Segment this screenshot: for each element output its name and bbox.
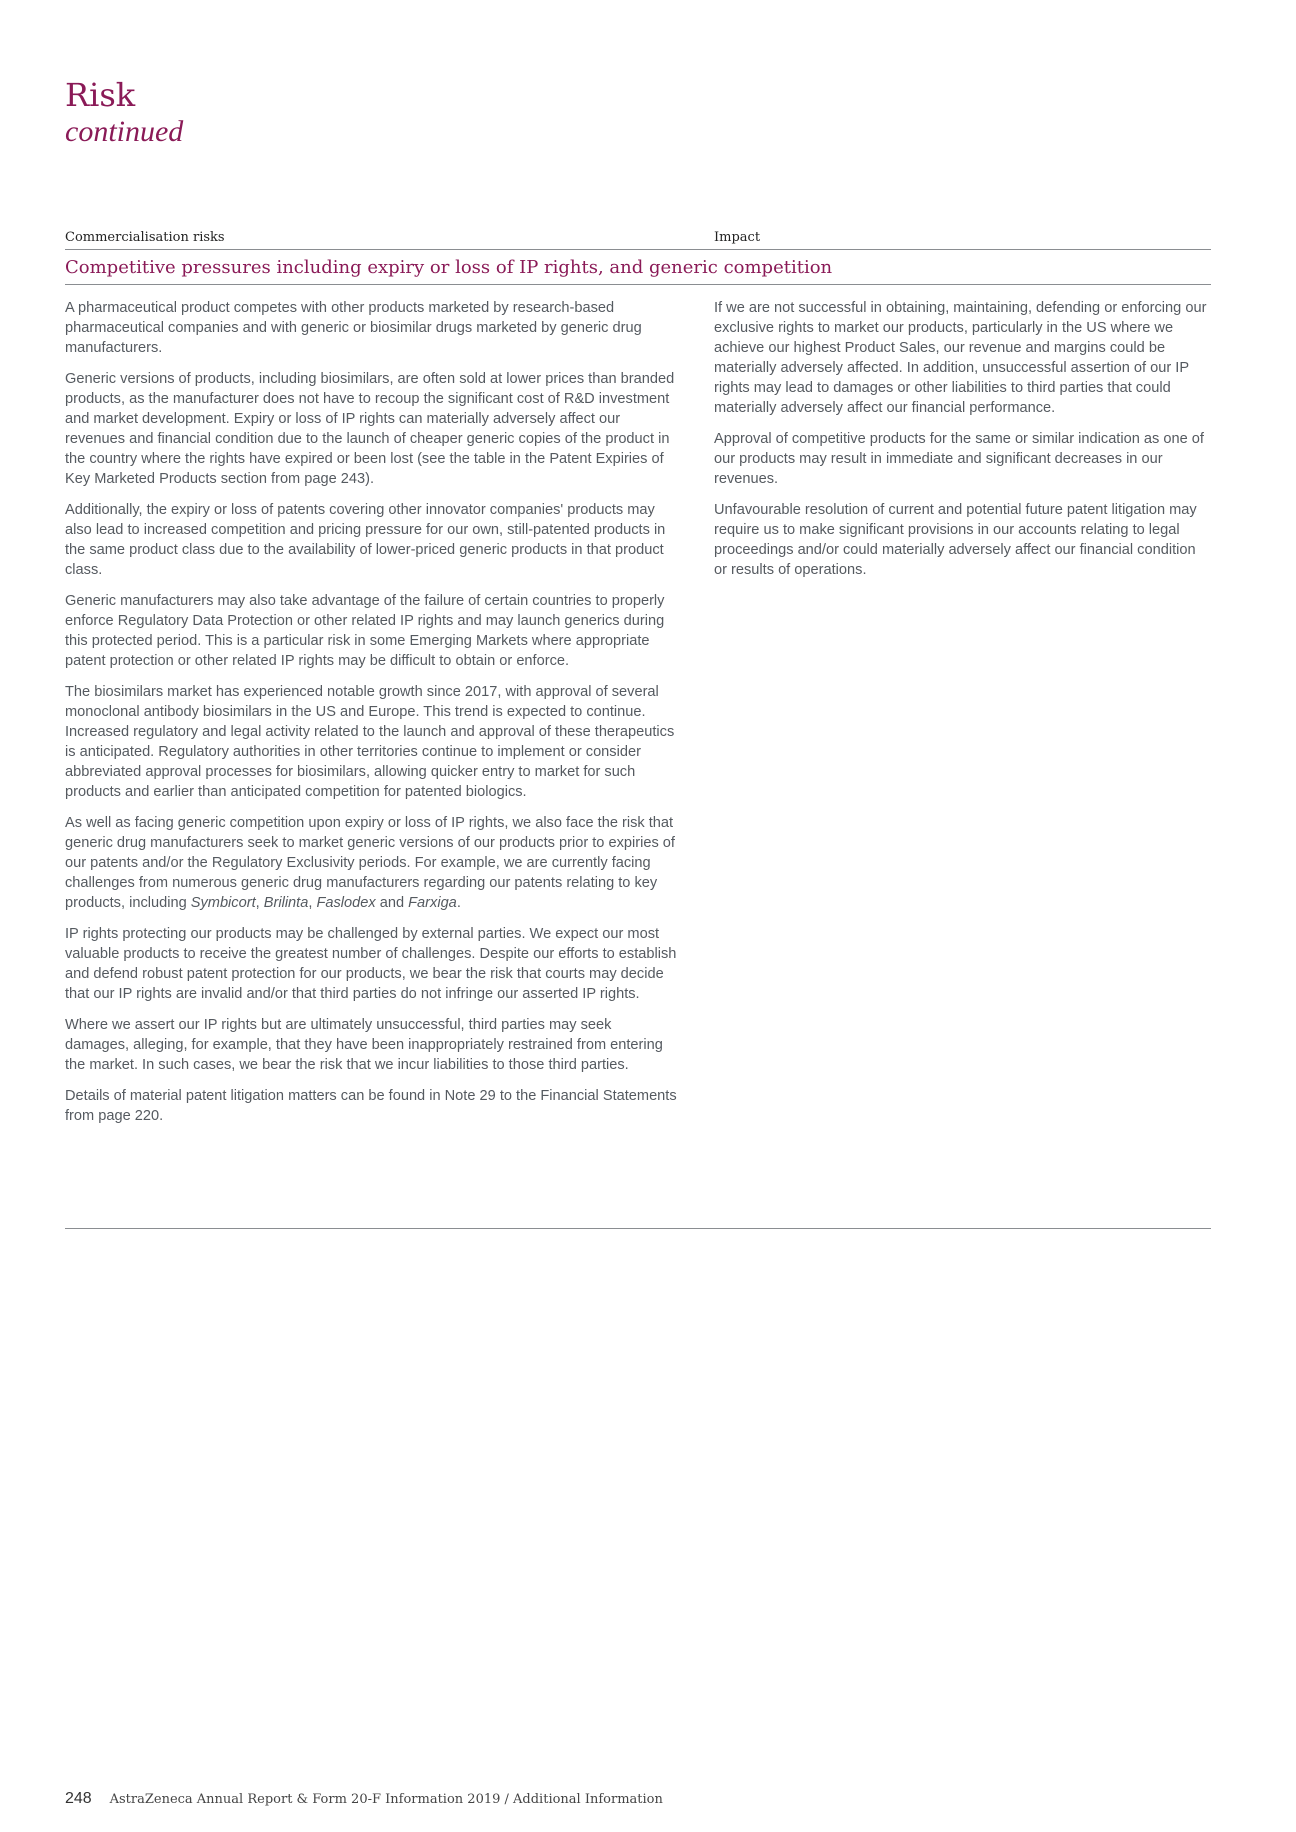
paragraph-text: As well as facing generic competition upon expiry or loss of IP rights, we also face the risk that generic drug manufacturers seek to market generic versions of our products prior to expiries of our patents and/or the Regulatory Exclusivity periods. For example, we are currently facing challenges from numerous generic drug manufacturers regarding our patents relating to key products, including	[65, 815, 675, 911]
column-header-commercialisation-risks: Commercialisation risks	[65, 230, 225, 245]
page-title: Risk	[65, 76, 136, 114]
risk-paragraph-products	[65, 813, 677, 913]
table-column-headers	[65, 227, 1211, 250]
risk-paragraph: Generic manufacturers may also take advantage of the failure of certain countries to properly enforce Regulatory Data Protection or other related IP rights and may launch generics during this protected period. This is a particular risk in some Emerging Markets where appropriate patent protection or other related IP rights may be difficult to obtain or enforce.	[65, 593, 665, 669]
page-footer	[65, 1790, 663, 1808]
risk-paragraph: Additionally, the expiry or loss of patents covering other innovator companies' products may also lead to increased competition and pricing pressure for our own, still-patented products in the same product class due to the availability of lower-priced generic products in that product class.	[65, 502, 666, 578]
risk-paragraph: The biosimilars market has experienced notable growth since 2017, with approval of several monoclonal antibody biosimilars in the US and Europe. This trend is expected to continue. Increased regulatory and legal activity related to the launch and approval of these therapeutics is anticipated. Regulatory authorities in other territories continue to implement or consider abbreviated approval processes for biosimilars, allowing quicker entry to market for such products and earlier than anticipated competition for patented biologics.	[65, 684, 675, 800]
impact-paragraph: Approval of competitive products for the same or similar indication as one of our products may result in immediate and significant decreases in our revenues.	[714, 431, 1204, 487]
page-number: 248	[65, 1790, 92, 1807]
impact-paragraph: If we are not successful in obtaining, maintaining, defending or enforcing our exclusive rights to market our products, particularly in the US where we achieve our highest Product Sales, our revenue and margins could be materially adversely affected. In addition, unsuccessful assertion of our IP rights may lead to damages or other liabilities to third parties that could materially adversely affect our financial performance.	[714, 300, 1207, 416]
table-bottom-divider	[65, 1228, 1211, 1229]
impact-column	[714, 298, 1210, 591]
page-subtitle: continued	[65, 115, 184, 148]
product-name: Symbicort	[190, 895, 256, 911]
risk-description-column	[65, 298, 677, 1137]
risk-paragraph: IP rights protecting our products may be challenged by external parties. We expect our most valuable products to receive the greatest number of challenges. Despite our efforts to establish and defend robust patent protection for our products, we bear the risk that courts may decide that our IP rights are invalid and/or that third parties do not infringe our asserted IP rights.	[65, 926, 677, 1002]
product-name: Faslodex	[316, 895, 376, 911]
risk-section-title: Competitive pressures including expiry or loss of IP rights, and generic competition	[65, 254, 1211, 285]
separator: ,	[308, 895, 317, 911]
column-header-impact: Impact	[714, 230, 761, 245]
risk-paragraph: A pharmaceutical product competes with other products marketed by research-based pharmaceutical companies and with generic or biosimilar drugs marketed by generic drug manufacturers.	[65, 300, 642, 356]
impact-paragraph: Unfavourable resolution of current and potential future patent litigation may require us to make significant provisions in our accounts relating to legal proceedings and/or could materially adversely affect our financial condition or results of operations.	[714, 502, 1197, 578]
risk-paragraph: Details of material patent litigation matters can be found in Note 29 to the Financial Statements from page 220.	[65, 1088, 677, 1124]
separator: .	[456, 895, 461, 911]
risk-paragraph: Where we assert our IP rights but are ultimately unsuccessful, third parties may seek damages, alleging, for example, that they have been inappropriately restrained from entering the market. In such cases, we bear the risk that we incur liabilities to those third parties.	[65, 1017, 663, 1073]
risk-paragraph: Generic versions of products, including biosimilars, are often sold at lower prices than branded products, as the manufacturer does not have to recoup the significant cost of R&D investment and market development. Expiry or loss of IP rights can materially adversely affect our revenues and financial condition due to the launch of cheaper generic copies of the product in the country where the rights have expired or been lost (see the table in the Patent Expiries of Key Marketed Products section from page 243).	[65, 371, 675, 487]
footer-text: AstraZeneca Annual Report & Form 20-F Information 2019 / Additional Information	[109, 1792, 663, 1807]
separator: and	[375, 895, 409, 911]
product-name: Farxiga	[408, 895, 457, 911]
product-name: Brilinta	[263, 895, 309, 911]
separator: ,	[255, 895, 264, 911]
page-heading	[65, 76, 183, 150]
